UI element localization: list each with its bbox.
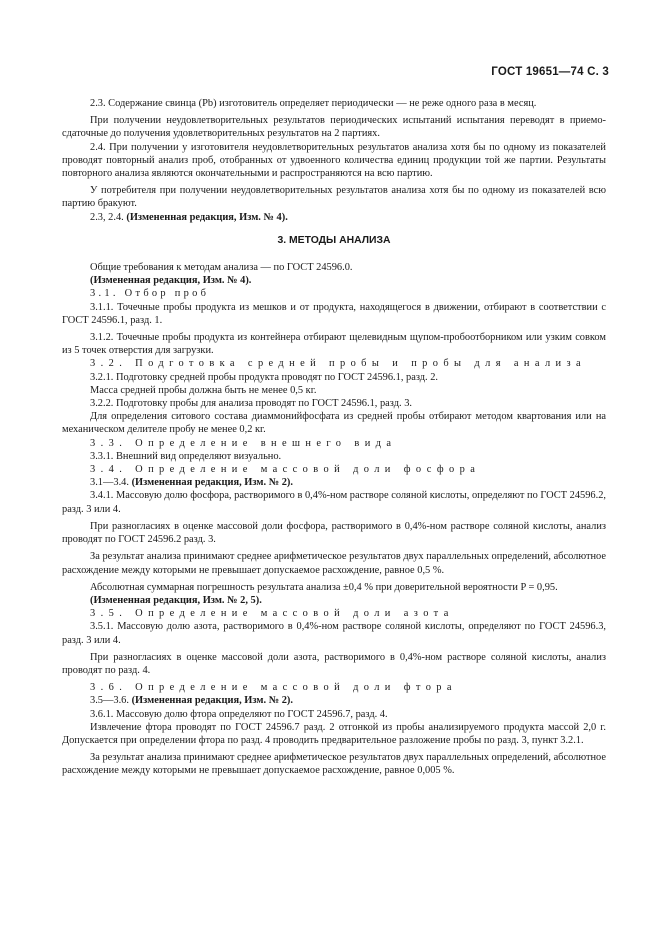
amendment-label: (Измененная редакция, Изм. № 4). — [126, 211, 288, 223]
amendment-label: (Измененная редакция, Изм. № 2, 5). — [90, 594, 262, 606]
paragraph: 2.4. При получении у изготовителя неудовлетворительных результатов анализа хотя бы по одному из показателей проводят повторный анализ проб, отобранных от удвоенного количества единиц продукции той же партии. Результаты повторного анализа являются окончательными и распространяются на всю партию. — [62, 141, 606, 180]
clause-ref: 2.3, 2.4. — [90, 211, 124, 223]
subsection-title: 3.1. Отбор проб — [90, 288, 210, 300]
amendment-note — [62, 694, 606, 707]
subsection-title: 3.5. Определение массовой доли азота — [90, 608, 454, 620]
amendment-label: (Измененная редакция, Изм. № 2). — [131, 477, 293, 489]
paragraph: При разногласиях в оценке массовой доли фосфора, растворимого в 0,4%-ном растворе соляной кислоты, анализ проводят по ГОСТ 24596.2 разд. 3. — [62, 520, 606, 546]
page-header: ГОСТ 19651—74 С. 3 — [491, 66, 609, 78]
subsection-title: 3.4. Определение массовой доли фосфора — [90, 464, 481, 476]
paragraph: 3.6.1. Массовую долю фтора определяют по ГОСТ 24596.7, разд. 4. — [90, 708, 388, 720]
paragraph: За результат анализа принимают среднее арифметическое результатов двух параллельных определений, абсолютное расхождение между которыми не превышает допускаемое расхождение, равное 0,5 %. — [62, 551, 606, 576]
clause-ref: 3.5—3.6. — [90, 695, 129, 707]
paragraph: 3.1.1. Точечные пробы продукта из мешков и от продукта, находящегося в движении, отбирают в соответствии с ГОСТ 24596.1, разд. 1. — [62, 301, 606, 326]
clause-ref: 3.1—3.4. — [90, 477, 129, 489]
paragraph: 3.3.1. Внешний вид определяют визуально. — [90, 450, 282, 462]
paragraph: Для определения ситового состава диаммонийфосфата из средней пробы отбирают методом квартования или на механическом делителе пробу не менее 0,2 кг. — [62, 411, 606, 436]
subsection-title: 3.6. Определение массовой доли фтора — [90, 682, 457, 694]
paragraph: За результат анализа принимают среднее арифметическое результатов двух параллельных определений, абсолютное расхождение между которыми не превышает допускаемое расхождение, равное 0,005 %. — [62, 752, 606, 777]
amendment-label: (Измененная редакция, Изм. № 4). — [90, 275, 252, 287]
paragraph: Общие требования к методам анализа — по ГОСТ 24596.0. — [90, 262, 353, 274]
amendment-note — [62, 476, 606, 489]
paragraph: Масса средней пробы должна быть не менее 0,5 кг. — [90, 384, 317, 396]
subsection-title: 3.2. Подготовка средней пробы и пробы для анализа — [90, 358, 587, 370]
paragraph: 3.2.2. Подготовку пробы для анализа проводят по ГОСТ 24596.1, разд. 3. — [90, 398, 412, 410]
paragraph: 3.5.1. Массовую долю азота, растворимого в 0,4%-ном растворе соляной кислоты, определяют по ГОСТ 24596.3, разд. 3 или 4. — [62, 621, 606, 646]
paragraph: При разногласиях в оценке массовой доли азота, растворимого в 0,4%-ном растворе соляной кислоты, анализ проводят по разд. 4. — [62, 651, 606, 676]
paragraph: 3.1.2. Точечные пробы продукта из контейнера отбирают щелевидным щупом-пробоотборником или узким совком из 5 точек отверстия для загрузки. — [62, 332, 606, 357]
paragraph: Извлечение фтора проводят по ГОСТ 24596.7 разд. 2 отгонкой из пробы анализируемого продукта массой 2,0 г. Допускается при определении фтора по разд. 4 проводить предварительное разложение пробы по разд. 3, пункт 3.2.1. — [62, 721, 606, 746]
subsection-title: 3.3. Определение внешнего вида — [90, 437, 397, 449]
paragraph: У потребителя при получении неудовлетворительных результатов анализа хотя бы по одному из показателей всю партию бракуют. — [62, 185, 606, 210]
paragraph: Абсолютная суммарная погрешность результата анализа ±0,4 % при доверительной вероятности P = 0,95. — [90, 581, 558, 593]
paragraph: При получении неудовлетворительных результатов периодических испытаний испытания переводят в приемо-сдаточные до получения удовлетворительных результатов на 2 партиях. — [62, 115, 606, 140]
amendment-label: (Измененная редакция, Изм. № 2). — [131, 695, 293, 707]
amendment-note — [62, 211, 606, 224]
paragraph: 3.2.1. Подготовку средней пробы продукта проводят по ГОСТ 24596.1, разд. 2. — [90, 371, 439, 383]
paragraph: 3.4.1. Массовую долю фосфора, растворимого в 0,4%-ном растворе соляной кислоты, определяют по ГОСТ 24596.2, разд. 3 или 4. — [62, 490, 606, 515]
section-title: 3. МЕТОДЫ АНАЛИЗА — [277, 234, 391, 246]
document-body — [62, 97, 606, 778]
paragraph: 2.3. Содержание свинца (Pb) изготовитель определяет периодически — не реже одного раза в месяц. — [90, 98, 537, 109]
